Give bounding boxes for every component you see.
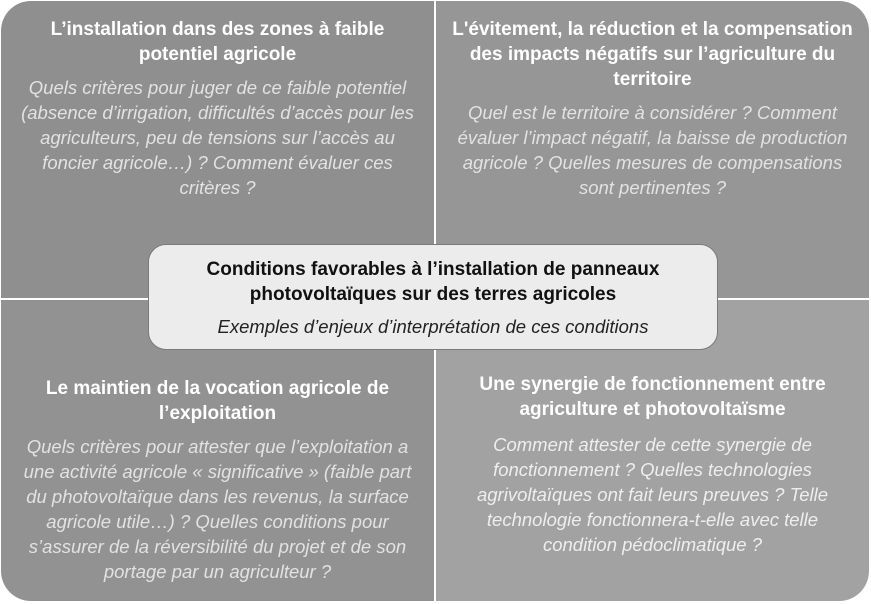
central-subtitle: Exemples d’enjeux d’interprétation de ces conditions <box>217 316 649 337</box>
central-conditions-box <box>148 244 718 350</box>
quadrant-title: Une synergie de fonctionnement entre agriculture et photovoltaïsme <box>479 374 826 420</box>
quadrant-title: L’installation dans des zones à faible potentiel agricole <box>50 19 385 65</box>
quadrant-questions: Comment attester de cette synergie de fonctionnement ? Quelles technologies agrivoltaïques ont fait leurs preuves ? Telle technologie fonctionnera-t-elle avec telle condition pédoclimatique ? <box>476 434 829 555</box>
quadrant-title: L'évitement, la réduction et la compensation des impacts négatifs sur l’agriculture du territoire <box>452 19 853 90</box>
quadrant-questions: Quels critères pour juger de ce faible potentiel (absence d’irrigation, difficultés d’accès pour les agriculteurs, peu de tensions sur l’accès au foncier agricole…) ? Comment évaluer ces critères ? <box>21 77 414 198</box>
quadrant-questions: Quel est le territoire à considérer ? Comment évaluer l’impact négatif, la baisse de production agricole ? Quelles mesures de compensations sont pertinentes ? <box>457 102 848 198</box>
central-title: Conditions favorables à l’installation de panneaux photovoltaïques sur des terres agricoles <box>206 259 660 305</box>
quadrant-title: Le maintien de la vocation agricole de l’exploitation <box>45 378 390 424</box>
quadrant-questions: Quels critères pour attester que l’exploitation a une activité agricole « significative » (faible part du photovoltaïque dans les revenus, la surface agricole utile…) ? Quelles conditions pour s’assurer de la réversibilité du projet et de son portage par un agriculteur ? <box>23 436 412 582</box>
